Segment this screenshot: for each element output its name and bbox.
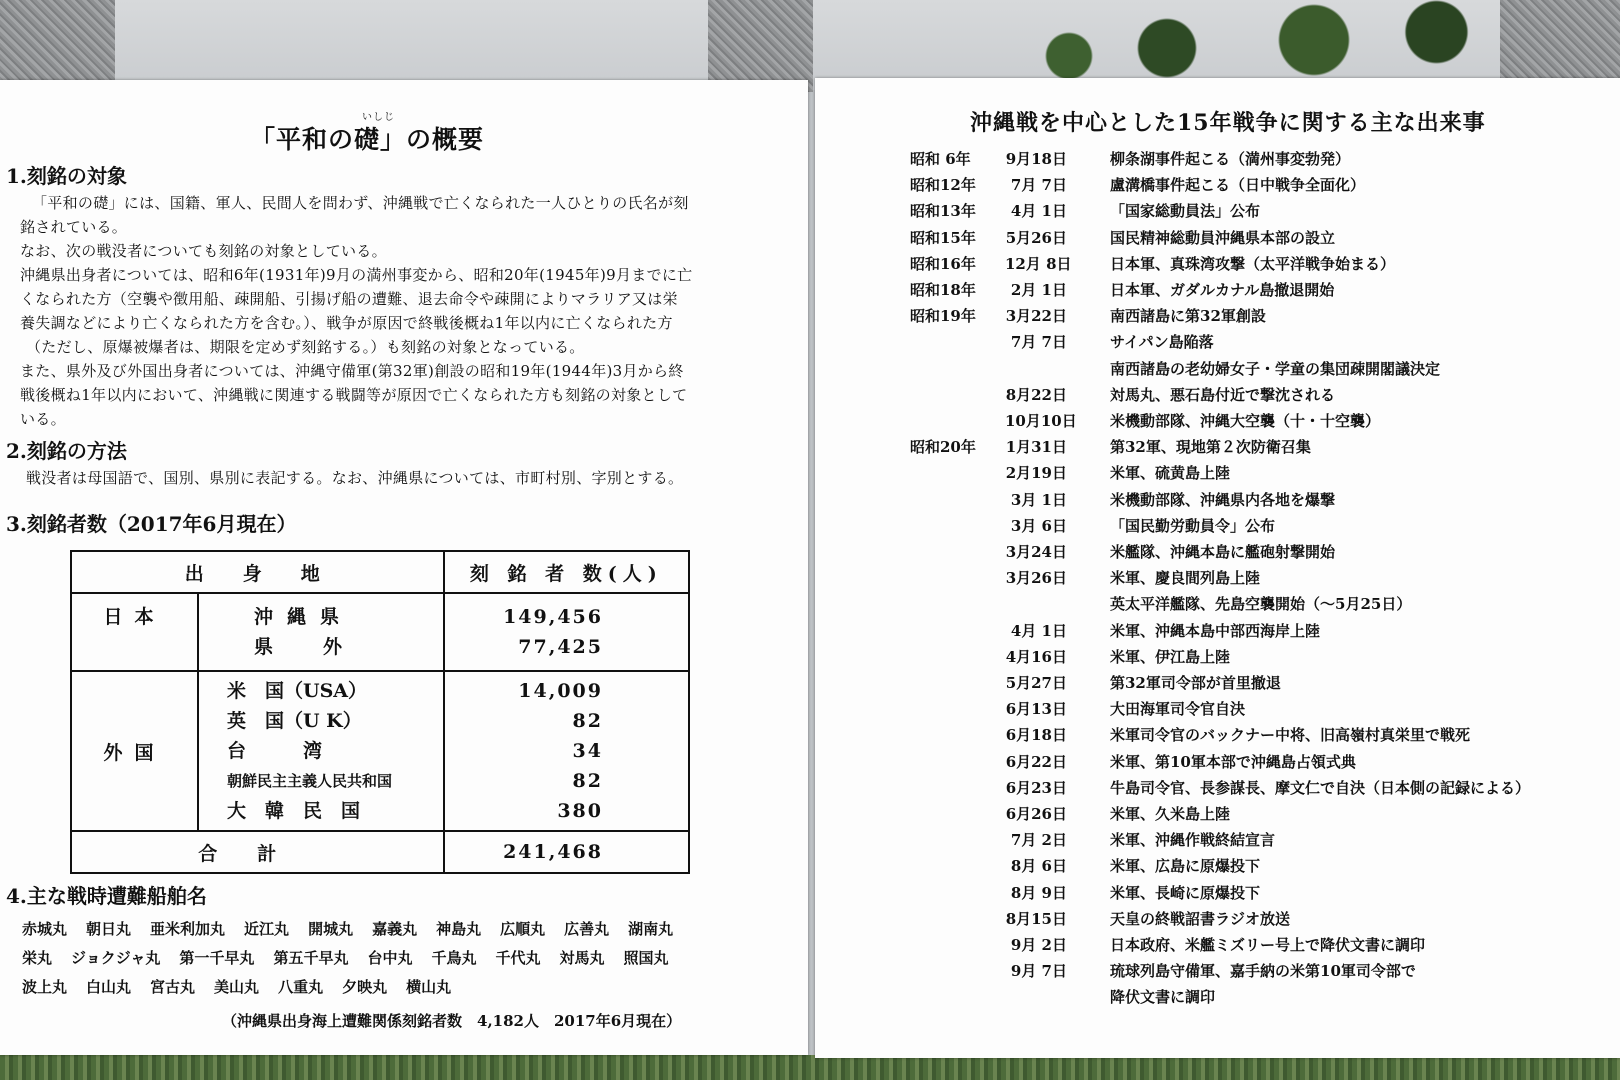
event-text: 米軍、硫黄島上陸 bbox=[1110, 464, 1231, 483]
timeline-event bbox=[815, 803, 1620, 829]
event-date: 2月19日 bbox=[1005, 464, 1067, 483]
event-text: 牛島司令官、長参謀長、摩文仁で自決（日本側の記録による） bbox=[1110, 778, 1531, 797]
table-row bbox=[71, 593, 689, 671]
timeline-event bbox=[815, 724, 1620, 750]
event-text: 降伏文書に調印 bbox=[1110, 988, 1216, 1007]
event-text: サイパン島陥落 bbox=[1110, 333, 1214, 352]
origin-name: 米 国（USA） bbox=[227, 680, 368, 702]
timeline-event bbox=[815, 567, 1620, 593]
event-date: 8月22日 bbox=[1005, 385, 1067, 404]
ship-name: 波上丸 bbox=[22, 978, 68, 996]
event-date: 7月 7日 bbox=[1010, 333, 1067, 352]
paragraph-line: 「平和の礎」には、国籍、軍人、民間人を問わず、沖縄戦で亡くなられた一人ひとりの氏名が刻 bbox=[32, 194, 689, 212]
ship-name: 開城丸 bbox=[308, 920, 354, 938]
paragraph-line: 戦没者は母国語で、国別、県別に表記する。なお、沖縄県については、市町村別、字別とする。 bbox=[26, 469, 684, 487]
event-text: 第32軍司令部が首里撤退 bbox=[1110, 674, 1281, 692]
timeline-event bbox=[815, 410, 1620, 436]
event-date: 6月13日 bbox=[1005, 700, 1067, 719]
stone-pillar bbox=[0, 0, 115, 92]
ship-name: 美山丸 bbox=[214, 978, 260, 996]
event-date: 3月 1日 bbox=[1010, 490, 1067, 509]
ship-name: 夕映丸 bbox=[342, 978, 388, 996]
event-date: 7月 7日 bbox=[1010, 176, 1067, 195]
event-era: 昭和19年 bbox=[910, 307, 976, 326]
timeline-event bbox=[815, 436, 1620, 462]
event-date: 9月 2日 bbox=[1010, 936, 1067, 954]
event-text: 琉球列島守備軍、嘉手納の米第10軍司令部で bbox=[1110, 962, 1416, 981]
event-text: 第32軍、現地第２次防衛召集 bbox=[1110, 438, 1311, 457]
count-value: 77,425 bbox=[518, 636, 603, 658]
event-text: 米軍、長崎に原爆投下 bbox=[1110, 883, 1261, 902]
ship-name: 照国丸 bbox=[623, 949, 669, 967]
ship-name: 台中丸 bbox=[367, 949, 413, 967]
timeline-event bbox=[815, 541, 1620, 567]
event-era: 昭和12年 bbox=[910, 176, 976, 195]
ship-name: 嘉義丸 bbox=[372, 920, 418, 938]
paragraph-line: また、県外及び外国出身者については、沖縄守備軍(第32軍)創設の昭和19年(1944年)3月から終 bbox=[20, 362, 684, 380]
event-date: 2月 1日 bbox=[1010, 281, 1067, 299]
timeline-title: 沖縄戦を中心とした15年戦争に関する主な出来事 bbox=[970, 110, 1486, 136]
section-heading: 4.主な戦時遭難船舶名 bbox=[6, 884, 207, 908]
event-date: 4月 1日 bbox=[1010, 202, 1067, 221]
event-date: 6月18日 bbox=[1005, 726, 1067, 745]
event-text: 米艦隊、沖縄本島に艦砲射撃開始 bbox=[1110, 543, 1336, 561]
timeline-event bbox=[815, 279, 1620, 305]
section-heading: 2.刻銘の方法 bbox=[6, 439, 127, 463]
timeline-event bbox=[815, 462, 1620, 488]
count-value: 82 bbox=[572, 710, 603, 732]
stone-pillar bbox=[708, 0, 813, 92]
timeline-event bbox=[815, 148, 1620, 174]
event-date: 4月 1日 bbox=[1010, 621, 1067, 640]
timeline-event bbox=[815, 934, 1620, 960]
event-date: 1月31日 bbox=[1005, 438, 1067, 457]
timeline-event bbox=[815, 960, 1620, 986]
timeline-event bbox=[815, 882, 1620, 908]
ship-name: 栄丸 bbox=[22, 949, 53, 967]
paragraph-line: いる。 bbox=[20, 410, 66, 428]
timeline-event bbox=[815, 384, 1620, 410]
event-date: 8月 6日 bbox=[1010, 857, 1067, 876]
ship-row bbox=[22, 976, 692, 1005]
event-era: 昭和 6年 bbox=[910, 150, 971, 168]
origin-name: 沖縄県 bbox=[254, 606, 354, 628]
event-date: 10月10日 bbox=[1005, 412, 1077, 430]
ship-name: 赤城丸 bbox=[22, 920, 68, 938]
event-date: 9月18日 bbox=[1005, 150, 1067, 168]
event-text: 米軍、沖縄本島中部西海岸上陸 bbox=[1110, 621, 1321, 640]
ship-name: 近江丸 bbox=[244, 920, 290, 938]
timeline-event bbox=[815, 777, 1620, 803]
count-value: 380 bbox=[557, 800, 603, 822]
ship-list bbox=[22, 918, 692, 1005]
event-era: 昭和20年 bbox=[910, 438, 976, 457]
timeline-event bbox=[815, 646, 1620, 672]
tree-foliage bbox=[1020, 0, 1510, 80]
event-text: 米軍、伊江島上陸 bbox=[1110, 647, 1231, 666]
event-text: 南西諸島の老幼婦女子・学童の集団疎開閣議決定 bbox=[1110, 359, 1441, 378]
ship-name: 千鳥丸 bbox=[431, 949, 477, 967]
total-count: 241,468 bbox=[444, 831, 689, 873]
event-date: 6月22日 bbox=[1005, 752, 1067, 771]
overview-signboard bbox=[0, 80, 808, 1055]
ship-name: 広順丸 bbox=[500, 920, 546, 938]
count-value: 149,456 bbox=[503, 606, 603, 628]
event-text: 「国民勤労動員令」公布 bbox=[1110, 516, 1276, 535]
timeline-event bbox=[815, 174, 1620, 200]
event-text: 対馬丸、悪石島付近で撃沈される bbox=[1110, 385, 1336, 404]
ship-name: 広善丸 bbox=[564, 920, 610, 938]
event-date: 6月23日 bbox=[1005, 778, 1067, 797]
event-date: 3月22日 bbox=[1005, 307, 1067, 326]
event-text: 南西諸島に第32軍創設 bbox=[1110, 307, 1266, 326]
inscription-count-table bbox=[70, 550, 690, 874]
timeline-signboard bbox=[815, 78, 1620, 1058]
event-text: 日本軍、真珠湾攻撃（太平洋戦争始まる） bbox=[1110, 254, 1396, 273]
overview-title: 「平和の礎」の概要 bbox=[250, 125, 485, 154]
ship-name: ジョクジャ丸 bbox=[71, 949, 161, 967]
grass-ground bbox=[0, 1055, 1620, 1080]
timeline-event bbox=[815, 593, 1620, 619]
event-text: 大田海軍司令官自決 bbox=[1110, 700, 1246, 719]
event-era: 昭和18年 bbox=[910, 281, 976, 299]
timeline-event bbox=[815, 908, 1620, 934]
event-date: 12月 8日 bbox=[1005, 254, 1072, 273]
timeline-event bbox=[815, 698, 1620, 724]
event-date: 5月27日 bbox=[1005, 674, 1067, 692]
event-text: 国民精神総動員沖縄県本部の設立 bbox=[1110, 228, 1336, 247]
event-text: 米機動部隊、沖縄県内各地を爆撃 bbox=[1110, 490, 1336, 509]
timeline-event bbox=[815, 253, 1620, 279]
paragraph-line: （ただし、原爆被爆者は、期限を定めず刻銘する。）も刻銘の対象となっている。 bbox=[26, 338, 585, 356]
ship-name: 第五千早丸 bbox=[273, 949, 349, 967]
timeline-event bbox=[815, 358, 1620, 384]
table-total-row bbox=[71, 831, 689, 873]
event-text: 米軍司令官のバックナー中将、旧高嶺村真栄里で戦死 bbox=[1110, 726, 1471, 745]
footnote: （沖縄県出身海上遭難関係刻銘者数 4,182人 2017年6月現在） bbox=[222, 1012, 682, 1030]
event-date: 8月 9日 bbox=[1010, 883, 1067, 902]
timeline-event bbox=[815, 855, 1620, 881]
paragraph-line: なお、次の戦没者についても刻銘の対象としている。 bbox=[20, 242, 387, 260]
ship-name: 湖南丸 bbox=[628, 920, 674, 938]
ship-name: 第一千早丸 bbox=[179, 949, 255, 967]
timeline-event bbox=[815, 672, 1620, 698]
ship-name: 八重丸 bbox=[278, 978, 324, 996]
event-era: 昭和15年 bbox=[910, 228, 976, 247]
event-text: 盧溝橋事件起こる（日中戦争全面化） bbox=[1110, 176, 1366, 195]
event-text: 「国家総動員法」公布 bbox=[1110, 202, 1261, 221]
timeline-event bbox=[815, 751, 1620, 777]
paragraph-line: 戦後概ね1年以内において、沖縄戦に関連する戦闘等が原因で亡くなられた方も刻銘の対象として bbox=[20, 386, 688, 404]
event-era: 昭和13年 bbox=[910, 202, 976, 221]
timeline-event bbox=[815, 620, 1620, 646]
group-label: 外国 bbox=[71, 671, 198, 831]
event-date: 6月26日 bbox=[1005, 805, 1067, 823]
origin-name: 大 韓 民 国 bbox=[227, 800, 361, 822]
origin-name: 英 国（U K） bbox=[227, 710, 362, 732]
timeline-event bbox=[815, 515, 1620, 541]
event-text: 米機動部隊、沖縄大空襲（十・十空襲） bbox=[1110, 412, 1381, 430]
count-value: 14,009 bbox=[518, 680, 603, 702]
section-heading: 3.刻銘者数（2017年6月現在） bbox=[6, 512, 297, 536]
timeline-event bbox=[815, 227, 1620, 253]
ship-name: 横山丸 bbox=[406, 978, 452, 996]
count-value: 82 bbox=[572, 770, 603, 792]
event-text: 米軍、久米島上陸 bbox=[1110, 805, 1231, 823]
event-date: 9月 7日 bbox=[1010, 962, 1067, 981]
paragraph-line: くなられた方（空襲や徴用船、疎開船、引揚げ船の遭難、退去命令や疎開によりマラリア又は栄 bbox=[20, 290, 678, 308]
section-heading: 1.刻銘の対象 bbox=[6, 164, 127, 188]
timeline-event bbox=[815, 489, 1620, 515]
group-label: 日本 bbox=[71, 593, 198, 671]
ship-name: 宮古丸 bbox=[150, 978, 196, 996]
event-text: 日本政府、米艦ミズリー号上で降伏文書に調印 bbox=[1110, 936, 1426, 954]
ship-name: 亜米利加丸 bbox=[150, 920, 226, 938]
event-text: 柳条湖事件起こる（満州事変勃発） bbox=[1110, 150, 1351, 168]
origin-name: 朝鮮民主主義人民共和国 bbox=[227, 772, 393, 790]
table-header-count: 刻 銘 者 数(人) bbox=[444, 551, 689, 593]
origin-name: 台 湾 bbox=[227, 740, 323, 762]
event-date: 8月15日 bbox=[1005, 909, 1067, 928]
event-date: 3月24日 bbox=[1005, 543, 1067, 561]
event-text: 天皇の終戦詔書ラジオ放送 bbox=[1110, 909, 1291, 928]
paragraph-line: 沖縄県出身者については、昭和6年(1931年)9月の満州事変から、昭和20年(1945年)9月までに亡 bbox=[20, 266, 693, 284]
event-text: 英太平洋艦隊、先島空襲開始（～5月25日） bbox=[1110, 595, 1412, 614]
ship-name: 朝日丸 bbox=[86, 920, 132, 938]
event-text: 米軍、第10軍本部で沖縄島占領式典 bbox=[1110, 752, 1356, 771]
event-date: 5月26日 bbox=[1005, 228, 1067, 247]
table-row bbox=[71, 671, 689, 831]
event-era: 昭和16年 bbox=[910, 254, 976, 273]
timeline-event bbox=[815, 829, 1620, 855]
event-text: 米軍、慶良間列島上陸 bbox=[1110, 569, 1261, 588]
timeline-event bbox=[815, 305, 1620, 331]
event-date: 3月26日 bbox=[1005, 569, 1067, 588]
timeline-event bbox=[815, 986, 1620, 1012]
table-header-origin: 出 身 地 bbox=[71, 551, 444, 593]
event-date: 3月 6日 bbox=[1010, 516, 1067, 535]
ship-name: 対馬丸 bbox=[559, 949, 605, 967]
timeline-event bbox=[815, 331, 1620, 357]
timeline-event bbox=[815, 200, 1620, 226]
origin-name: 県外 bbox=[254, 636, 393, 658]
total-label: 合計 bbox=[71, 831, 444, 873]
event-text: 米軍、沖縄作戦終結宣言 bbox=[1110, 831, 1276, 850]
ship-row bbox=[22, 947, 692, 976]
ship-name: 千代丸 bbox=[495, 949, 541, 967]
event-date: 4月16日 bbox=[1005, 647, 1067, 666]
event-text: 米軍、広島に原爆投下 bbox=[1110, 857, 1261, 876]
event-date: 7月 2日 bbox=[1010, 831, 1067, 850]
event-text: 日本軍、ガダルカナル島撤退開始 bbox=[1110, 281, 1335, 299]
count-value: 34 bbox=[572, 740, 603, 762]
paragraph-line: 銘されている。 bbox=[20, 218, 128, 236]
ship-name: 白山丸 bbox=[86, 978, 132, 996]
ship-row bbox=[22, 918, 692, 947]
paragraph-line: 養失調などにより亡くなられた方を含む。）、戦争が原因で終戦後概ね1年以内に亡くなられた方 bbox=[20, 314, 673, 332]
title-ruby: いしじ bbox=[362, 112, 395, 123]
ship-name: 神島丸 bbox=[436, 920, 482, 938]
